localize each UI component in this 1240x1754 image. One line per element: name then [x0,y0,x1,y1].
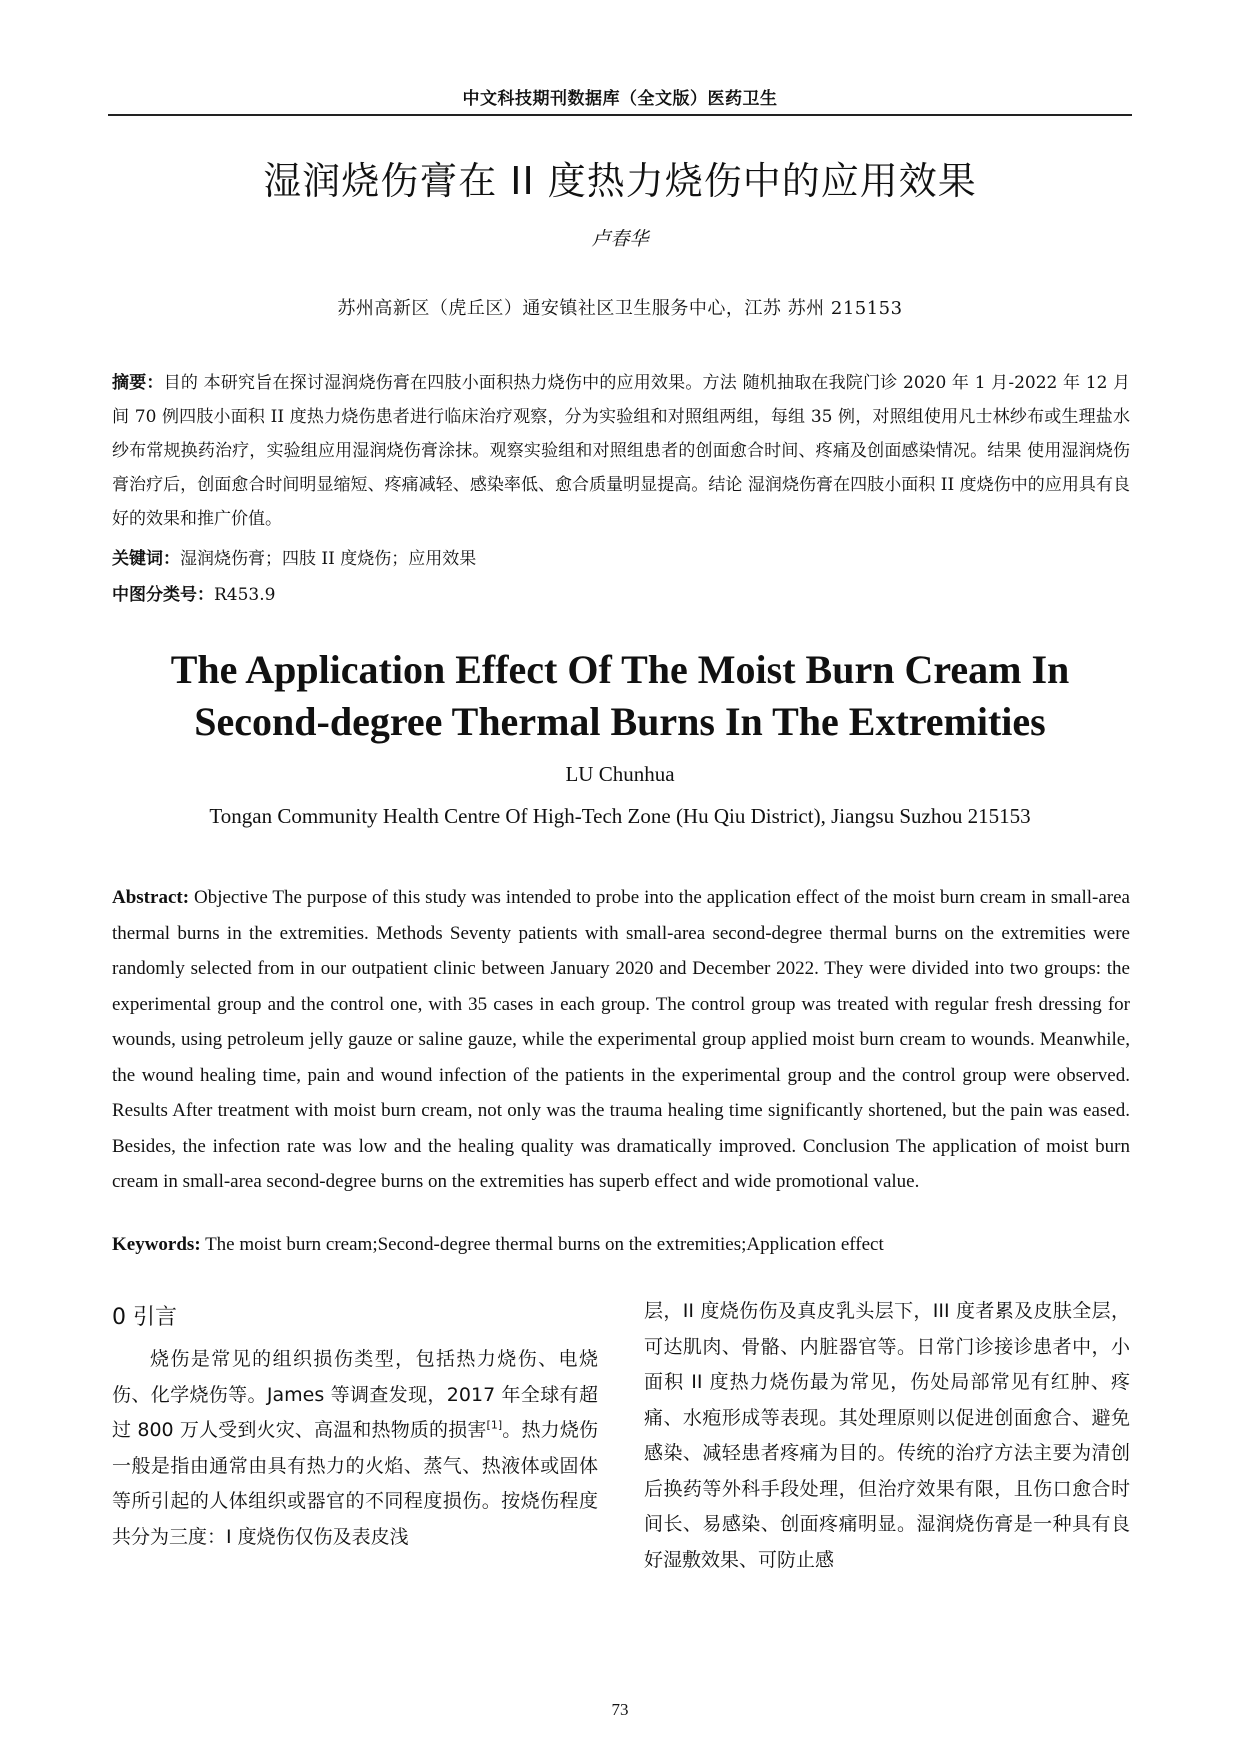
english-keywords-label: Keywords: [112,1234,201,1255]
english-keywords [112,1234,1130,1256]
chinese-keywords-label: 关键词： [112,549,180,569]
classification-number: R453.9 [214,585,276,605]
body-paragraph [112,1342,598,1555]
body-column-right [644,1294,1130,1578]
chinese-affiliation: 苏州高新区（虎丘区）通安镇社区卫生服务中心，江苏 苏州 215153 [337,298,903,319]
body-column-left [112,1298,598,1555]
english-affiliation: Tongan Community Health Centre Of High-Tech Zone (Hu Qiu District), Jiangsu Suzhou 215153 [209,804,1031,828]
citation-ref[interactable]: [1] [486,1418,503,1432]
english-title-line-1: The Application Effect Of The Moist Burn Cream In [170,647,1070,692]
english-abstract-label: Abstract: [112,887,190,908]
chinese-classification [112,580,1130,605]
journal-header: 中文科技期刊数据库（全文版）医药卫生 [462,89,778,109]
english-title-line-2: Second-degree Thermal Burns In The Extremities [194,699,1046,744]
section-heading-introduction: 0 引言 [112,1305,177,1330]
body-text: 烧伤是常见的组织损伤类型，包括热力烧伤、电烧伤、化学烧伤等。James 等调查发现，2017 年全球有超过 800 万人受到火灾、高温和热物质的损害 [112,1348,598,1441]
chinese-keywords-text: 湿润烧伤膏；四肢 II 度烧伤；应用效果 [180,549,477,569]
english-keywords-text: The moist burn cream;Second-degree thermal burns on the extremities;Application effect [200,1234,884,1255]
chinese-author: 卢春华 [591,228,649,250]
chinese-abstract [112,366,1130,536]
chinese-title: 湿润烧伤膏在 II 度热力烧伤中的应用效果 [263,159,977,203]
english-title [108,644,1132,748]
chinese-abstract-text: 目的 本研究旨在探讨湿润烧伤膏在四肢小面积热力烧伤中的应用效果。方法 随机抽取在我院门诊 2020 年 1 月-2022 年 12 月间 70 例四肢小面积 II 度热力烧伤患者进行临床治疗观察，分为实验组和对照组两组，每组 35 例，对照组使用凡士林纱布或生理盐水纱布常规换药治疗，实验组应用湿润烧伤膏涂抹。观察实验组和对照组患者的创面愈合时间、疼痛及创面感染情况。结果 使用湿润烧伤膏治疗后，创面愈合时间明显缩短、疼痛减轻、感染率低、愈合质量明显提高。结论 湿润烧伤膏在四肢小面积 II 度烧伤中的应用具有良好的效果和推广价值。 [112,373,1131,529]
body-text: 。热力烧伤一般是指由通常由具有热力的火焰、蒸气、热液体或固体等所引起的人体组织或器官的不同程度损伤。按烧伤程度共分为三度：I 度烧伤仅伤及表皮浅 [112,1419,598,1548]
english-abstract [112,880,1130,1200]
page-number: 73 [611,1700,629,1719]
body-paragraph-continued: 层，II 度烧伤伤及真皮乳头层下，III 度者累及皮肤全层，可达肌肉、骨骼、内脏器官等。日常门诊接诊患者中，小面积 II 度热力烧伤最为常见，伤处局部常见有红肿、疼痛、水疱形成等表现。其处理原则以促进创面愈合、避免感染、减轻患者疼痛为目的。传统的治疗方法主要为清创后换药等外科手段处理，但治疗效果有限，且伤口愈合时间长、易感染、创面疼痛明显。湿润烧伤膏是一种具有良好湿敷效果、可防止感 [644,1300,1130,1571]
english-abstract-text: Objective The purpose of this study was intended to probe into the application effect of the moist burn cream in small-area thermal burns in the extremities. Methods Seventy patients with small-area second-degree thermal burns on the extremities were randomly selected from in our outpatient clinic between January 2020 and December 2022. They were divided into two groups: the experimental group and the control one, with 35 cases in each group. The control group was treated with regular fresh dressing for wounds, using petroleum jelly gauze or saline gauze, while the experimental group applied moist burn cream to wounds. Meanwhile, the wound healing time, pain and wound infection of the patients in the experimental group and the control group were observed. Results After treatment with moist burn cream, not only was the trauma healing time significantly shortened, but the pain was eased. Besides, the infection rate was low and the healing quality was dramatically improved. Conclusion The application of moist burn cream in small-area second-degree burns on the extremities has superb effect and wide promotional value. [112,887,1130,1192]
classification-label: 中图分类号： [112,585,214,605]
header-rule [108,114,1132,116]
english-author: LU Chunhua [565,762,675,786]
chinese-keywords [112,544,1130,569]
chinese-abstract-label: 摘要： [112,373,164,393]
